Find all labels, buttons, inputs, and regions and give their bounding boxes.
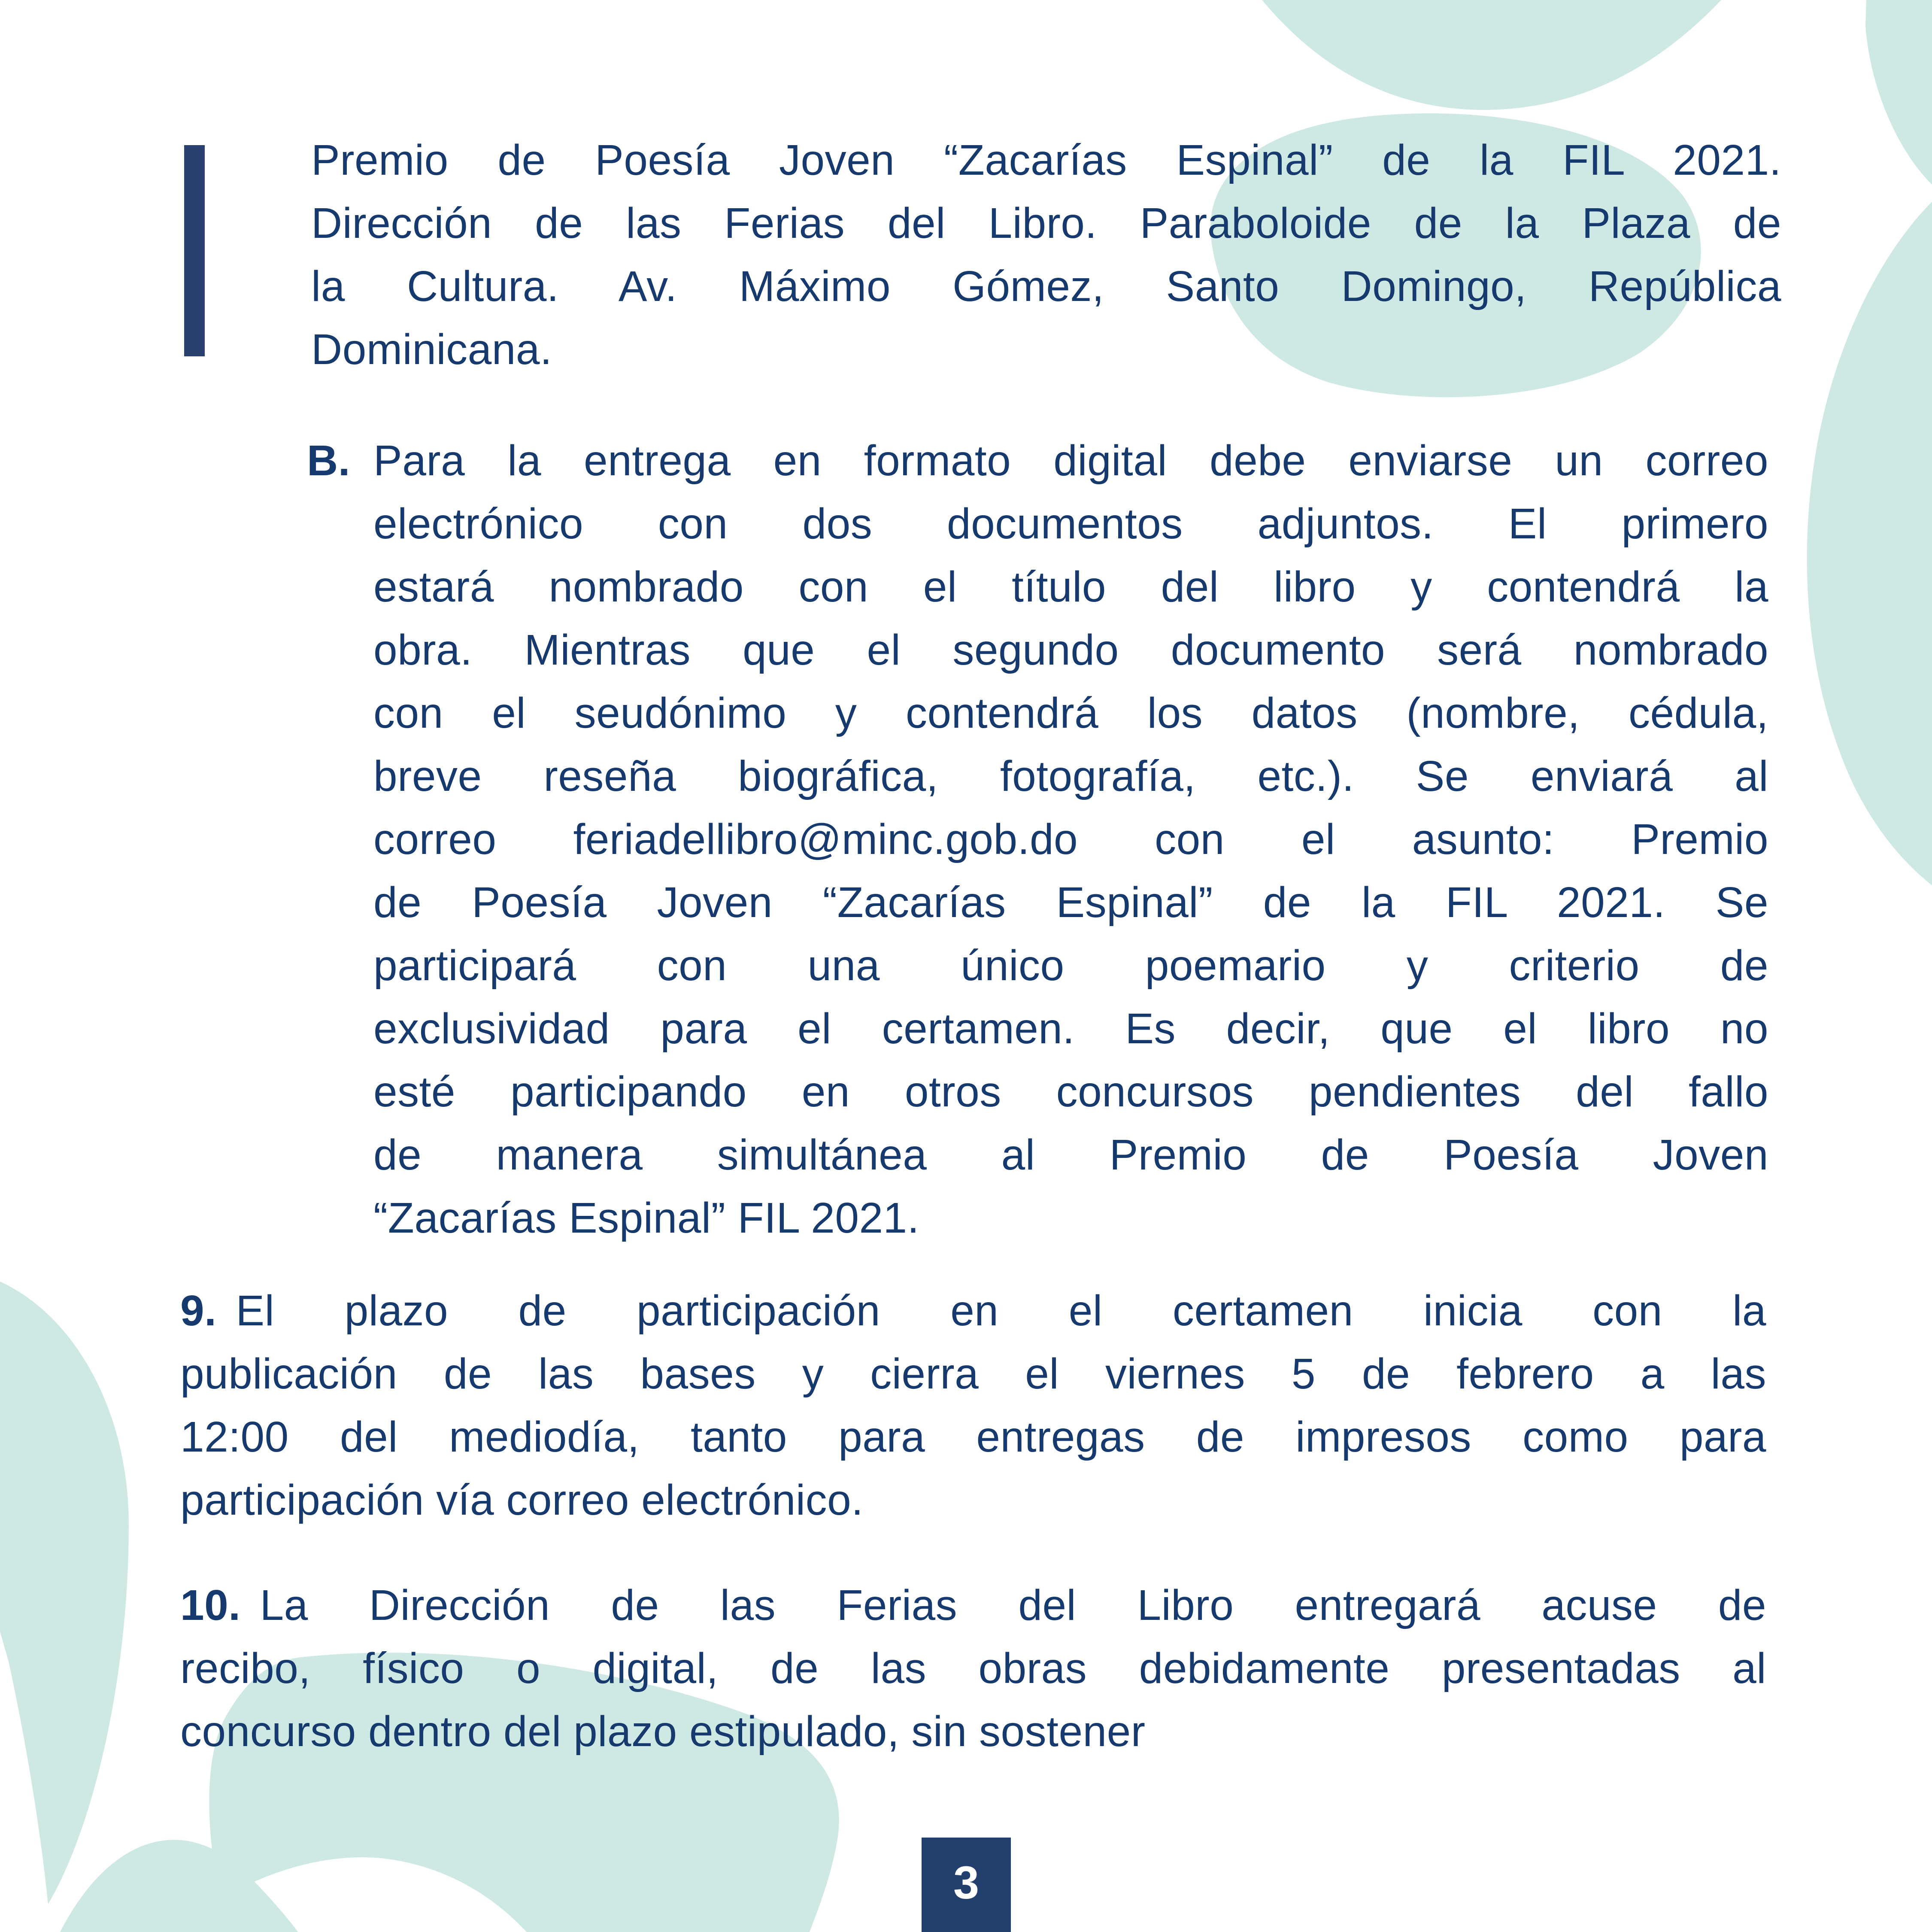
item-b-line: participará con una único poemario y criterio de [373, 942, 1768, 990]
item-b-paragraph [307, 429, 1768, 1250]
item-10-line [180, 1574, 1766, 1637]
item-b-line: breve reseña biográfica, fotografía, etc.). Se enviará al [373, 752, 1768, 800]
blockquote-line: Dominicana. [311, 325, 552, 374]
item-10-marker: 10. [180, 1581, 241, 1629]
item-9-line: participación vía correo electrónico. [180, 1476, 864, 1524]
item-10-line-text: La Dirección de las Ferias del Libro entregará acuse de [260, 1581, 1766, 1629]
blockquote-paragraph [311, 129, 1781, 381]
item-9-line: publicación de las bases y cierra el viernes 5 de febrero a las [180, 1350, 1766, 1398]
leaf-top-right-corner [1865, 0, 1932, 185]
item-10-line: recibo, físico o digital, de las obras debidamente presentadas al [180, 1644, 1766, 1692]
item-b-line: “Zacarías Espinal” FIL 2021. [373, 1194, 919, 1242]
item-10-line: concurso dentro del plazo estipulado, sin sostener [180, 1707, 1146, 1756]
leaf-top-crescent [1262, 0, 1721, 110]
item-9-line [180, 1279, 1766, 1343]
blockquote-line: Premio de Poesía Joven “Zacarías Espinal” de la FIL 2021. [311, 136, 1781, 184]
leaf-right-tall [1807, 202, 1932, 885]
page-number-badge [922, 1838, 1011, 1932]
item-9-paragraph [180, 1279, 1766, 1532]
item-9-line: 12:00 del mediodía, tanto para entregas de impresos como para [180, 1413, 1766, 1461]
item-b-line: con el seudónimo y contendrá los datos (nombre, cédula, [373, 689, 1768, 737]
item-b-line: correo feriadellibro@minc.gob.do con el asunto: Premio [373, 815, 1768, 863]
page-number: 3 [953, 1856, 980, 1908]
item-b-line: electrónico con dos documentos adjuntos. El primero [373, 500, 1768, 548]
item-b-line: esté participando en otros concursos pendientes del fallo [373, 1068, 1768, 1116]
blockquote-line: la Cultura. Av. Máximo Gómez, Santo Domingo, República [311, 262, 1781, 310]
item-10-paragraph [180, 1574, 1766, 1763]
blockquote-line: Dirección de las Ferias del Libro. Paraboloide de la Plaza de [311, 199, 1781, 247]
item-b-line: exclusividad para el certamen. Es decir, que el libro no [373, 1005, 1768, 1053]
item-b-marker: B. [307, 437, 350, 485]
item-b-line: de Poesía Joven “Zacarías Espinal” de la FIL 2021. Se [373, 878, 1768, 927]
item-b-line: de manera simultánea al Premio de Poesía Joven [373, 1131, 1768, 1179]
leaf-left-blade [0, 1282, 129, 1904]
item-b-line: obra. Mientras que el segundo documento será nombrado [373, 626, 1768, 674]
blockquote-bar [184, 145, 205, 356]
item-b-line: estará nombrado con el título del libro y contendrá la [373, 563, 1768, 611]
item-9-line-text: El plazo de participación en el certamen inicia con la [236, 1287, 1766, 1335]
item-9-marker: 9. [180, 1287, 217, 1335]
item-b-line: Para la entrega en formato digital debe enviarse un correo [373, 437, 1768, 485]
